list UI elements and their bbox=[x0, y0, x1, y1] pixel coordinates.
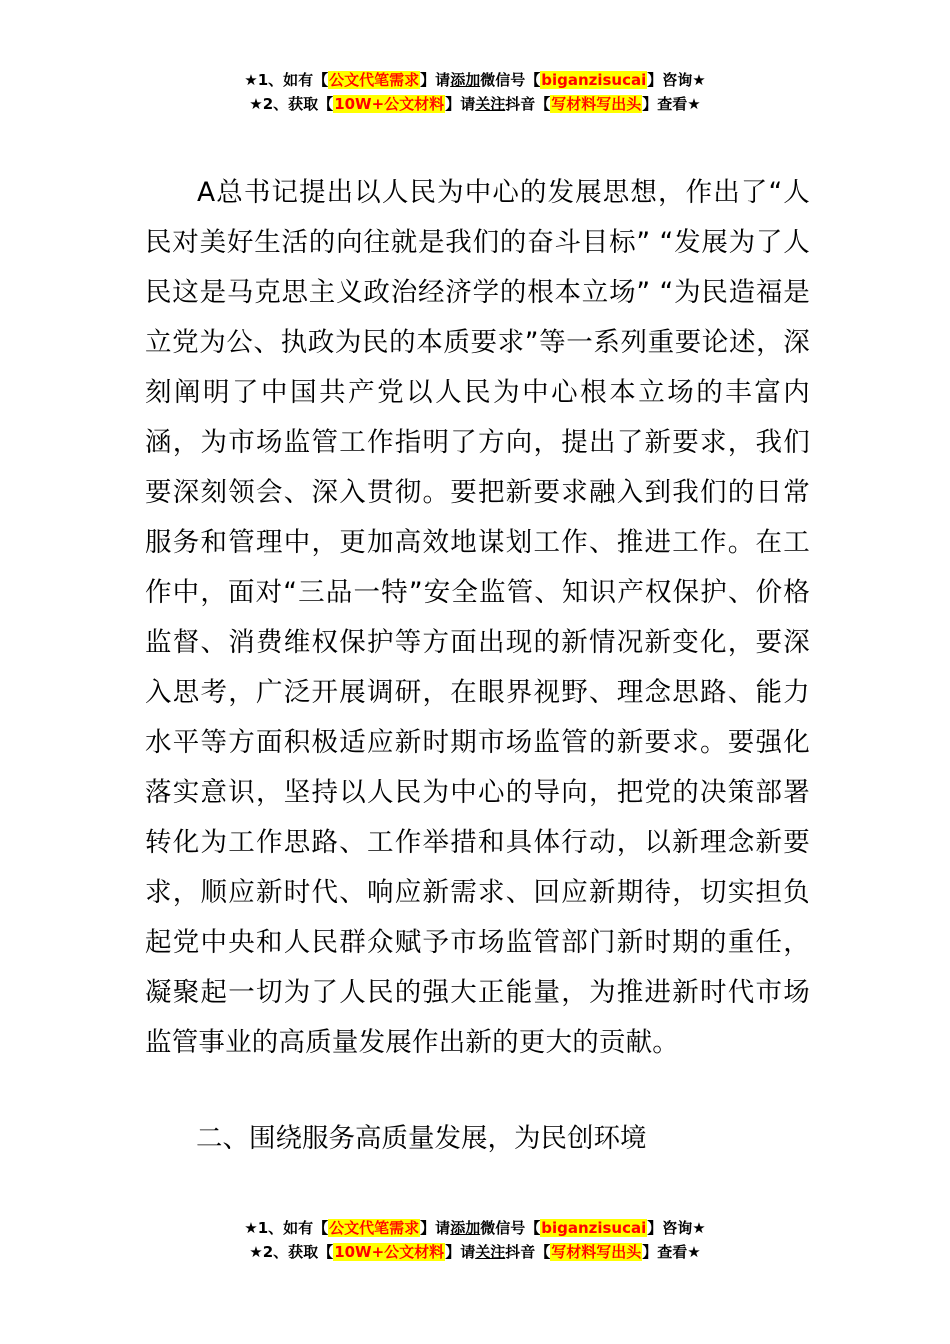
banner-line-2: ★2、获取【10W+公文材料】请关注抖音【写材料写出头】查看★ bbox=[249, 1243, 701, 1261]
footer-banner bbox=[0, 1216, 950, 1264]
banner-line-1: ★1、如有【公文代笔需求】请添加微信号【biganzisucai】咨询★ bbox=[244, 71, 706, 89]
highlight-douyin: 写材料写出头 bbox=[551, 1243, 642, 1261]
highlight-materials: 10W+公文材料 bbox=[334, 95, 445, 113]
body-paragraph: A总书记提出以人民为中心的发展思想，作出了“人民对美好生活的向往就是我们的奋斗目标” “发展为了人民这是马克思主义政治经济学的根本立场” “为民造福是立党为公、执政为民的本质要求”等一系列重要论述，深刻阐明了中国共产党以人民为中心根本立场的丰富内涵，为市场监管工作指明了方向，提出了新要求，我们要深刻领会、深入贯彻。要把新要求融入到我们的日常服务和管理中，更加高效地谋划工作、推进工作。在工作中，面对“三品一特”安全监管、知识产权保护、价格监督、消费维权保护等方面出现的新情况新变化，要深入思考，广泛开展调研，在眼界视野、理念思路、能力水平等方面积极适应新时期市场监管的新要求。要强化落实意识，坚持以人民为中心的导向，把党的决策部署转化为工作思路、工作举措和具体行动，以新理念新要求，顺应新时代、响应新需求、回应新期待，切实担负起党中央和人民群众赋予市场监管部门新时期的重任，凝聚起一切为了人民的强大正能量，为推进新时代市场监管事业的高质量发展作出新的更大的贡献。 bbox=[145, 177, 810, 1058]
header-banner bbox=[0, 68, 950, 116]
banner-line-1: ★1、如有【公文代笔需求】请添加微信号【biganzisucai】咨询★ bbox=[244, 1219, 706, 1237]
highlight-service: 公文代笔需求 bbox=[329, 1219, 420, 1237]
highlight-materials: 10W+公文材料 bbox=[334, 1243, 445, 1261]
highlight-wechat-id: biganzisucai bbox=[541, 1219, 647, 1237]
highlight-wechat-id: biganzisucai bbox=[541, 71, 647, 89]
highlight-service: 公文代笔需求 bbox=[329, 71, 420, 89]
banner-line-2: ★2、获取【10W+公文材料】请关注抖音【写材料写出头】查看★ bbox=[249, 95, 701, 113]
section-heading: 二、围绕服务高质量发展，为民创环境 bbox=[196, 1123, 647, 1154]
highlight-douyin: 写材料写出头 bbox=[551, 95, 642, 113]
